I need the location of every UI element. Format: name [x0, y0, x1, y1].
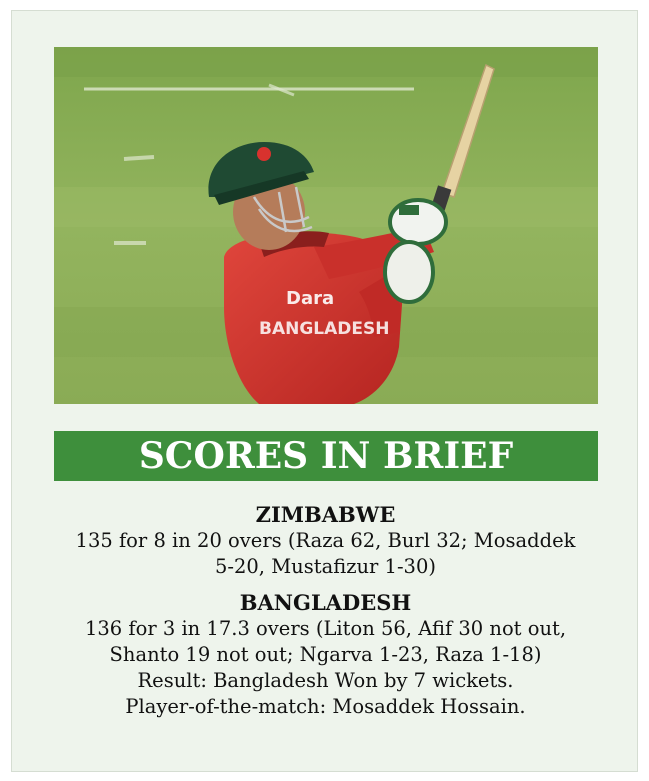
scores-banner	[54, 431, 598, 481]
team1-line2: 5-20, Mustafizur 1-30)	[215, 555, 436, 578]
banner-title: SCORES IN BRIEF	[138, 435, 514, 477]
batsman-illustration	[54, 47, 598, 404]
score-card	[11, 10, 638, 772]
team1-name: ZIMBABWE	[255, 502, 396, 527]
batsman-photo	[54, 47, 598, 404]
team2-line1: 136 for 3 in 17.3 overs (Liton 56, Afif 30 not out,	[84, 617, 567, 640]
team1-line1: 135 for 8 in 20 overs (Raza 62, Burl 32; Mosaddek	[75, 529, 576, 552]
svg-text:BANGLADESH: BANGLADESH	[259, 319, 390, 339]
scores-body	[32, 502, 619, 720]
svg-text:Dara: Dara	[286, 288, 335, 309]
player-of-match: Player-of-the-match: Mosaddek Hossain.	[125, 695, 526, 718]
team2-line2: Shanto 19 not out; Ngarva 1-23, Raza 1-18)	[109, 643, 542, 666]
match-result: Result: Bangladesh Won by 7 wickets.	[137, 669, 514, 692]
team2-name: BANGLADESH	[239, 590, 412, 615]
